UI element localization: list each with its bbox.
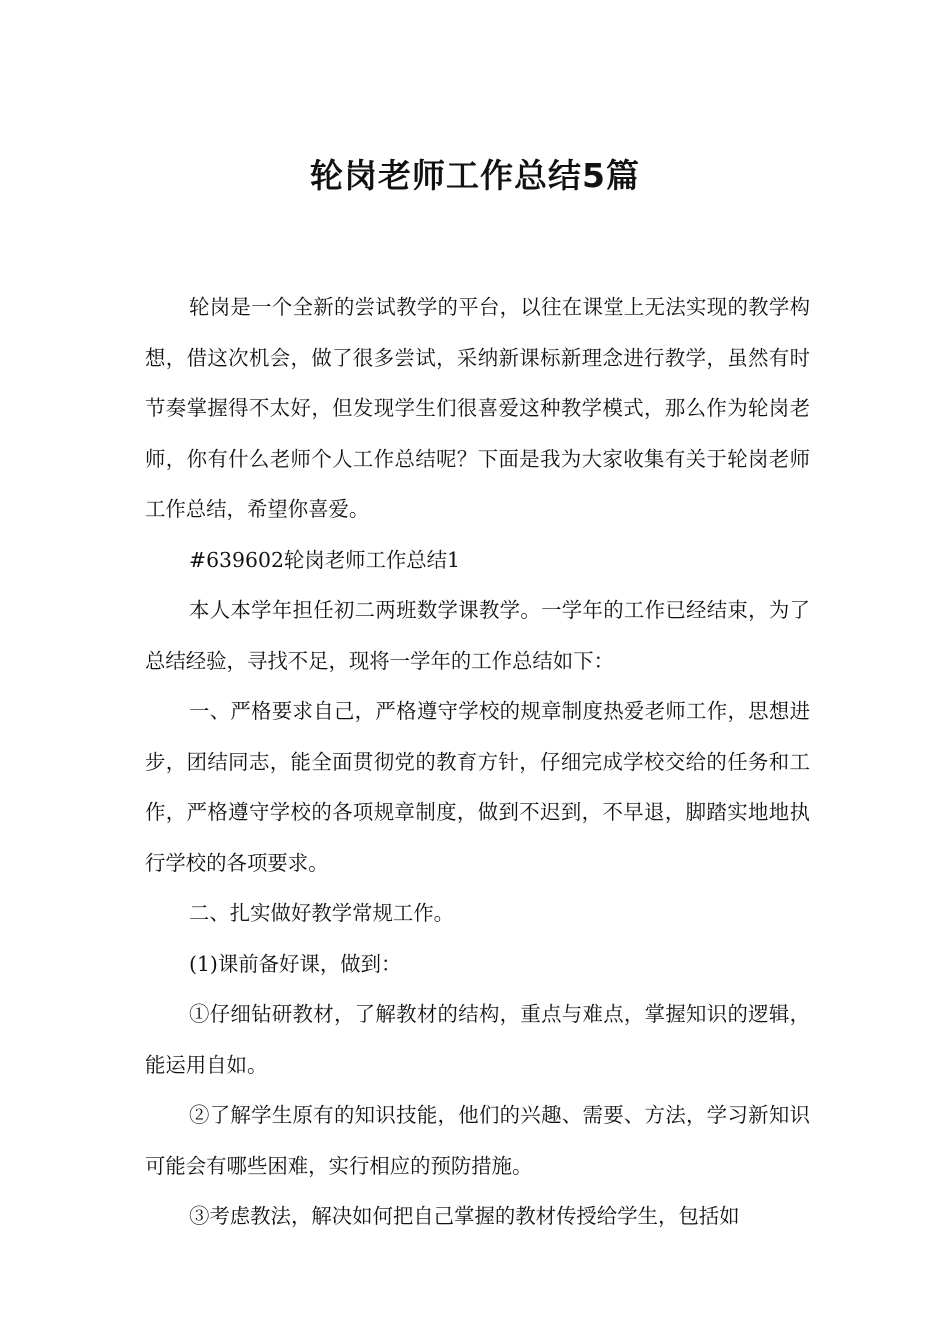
document-title: 轮岗老师工作总结5篇 [310,156,640,196]
paragraph-point-2-heading: 二、扎实做好教学常规工作。 [189,901,455,925]
paragraph-subpoint-1: (1)课前备好课，做到： [189,951,402,976]
document-body [145,282,810,1242]
section-heading-summary-1: #639602轮岗老师工作总结1 [189,547,461,572]
paragraph-intro: 轮岗是一个全新的尝试教学的平台，以往在课堂上无法实现的教学构想，借这次机会，做了很多尝试，采纳新课标新理念进行教学，虽然有时节奏掌握得不太好，但发现学生们很喜爱这种教学模式，那么作为轮岗老师，你有什么老师个人工作总结呢？下面是我为大家收集有关于轮岗老师工作总结，希望你喜爱。 [145,295,810,521]
list-item-understand-students: ②了解学生原有的知识技能，他们的兴趣、需要、方法，学习新知识可能会有哪些困难，实行相应的预防措施。 [145,1103,810,1178]
list-item-study-materials: ①仔细钻研教材，了解教材的结构，重点与难点，掌握知识的逻辑，能运用自如。 [145,1002,810,1077]
list-item-teaching-methods: ③考虑教法，解决如何把自己掌握的教材传授给学生，包括如 [189,1204,740,1228]
paragraph-point-1: 一、严格要求自己，严格遵守学校的规章制度热爱老师工作，思想进步，团结同志，能全面贯彻党的教育方针，仔细完成学校交给的任务和工作，严格遵守学校的各项规章制度，做到不迟到，不早退，脚踏实地地执行学校的各项要求。 [145,699,810,875]
paragraph-overview: 本人本学年担任初二两班数学课教学。一学年的工作已经结束，为了总结经验，寻找不足，现将一学年的工作总结如下： [145,598,810,673]
